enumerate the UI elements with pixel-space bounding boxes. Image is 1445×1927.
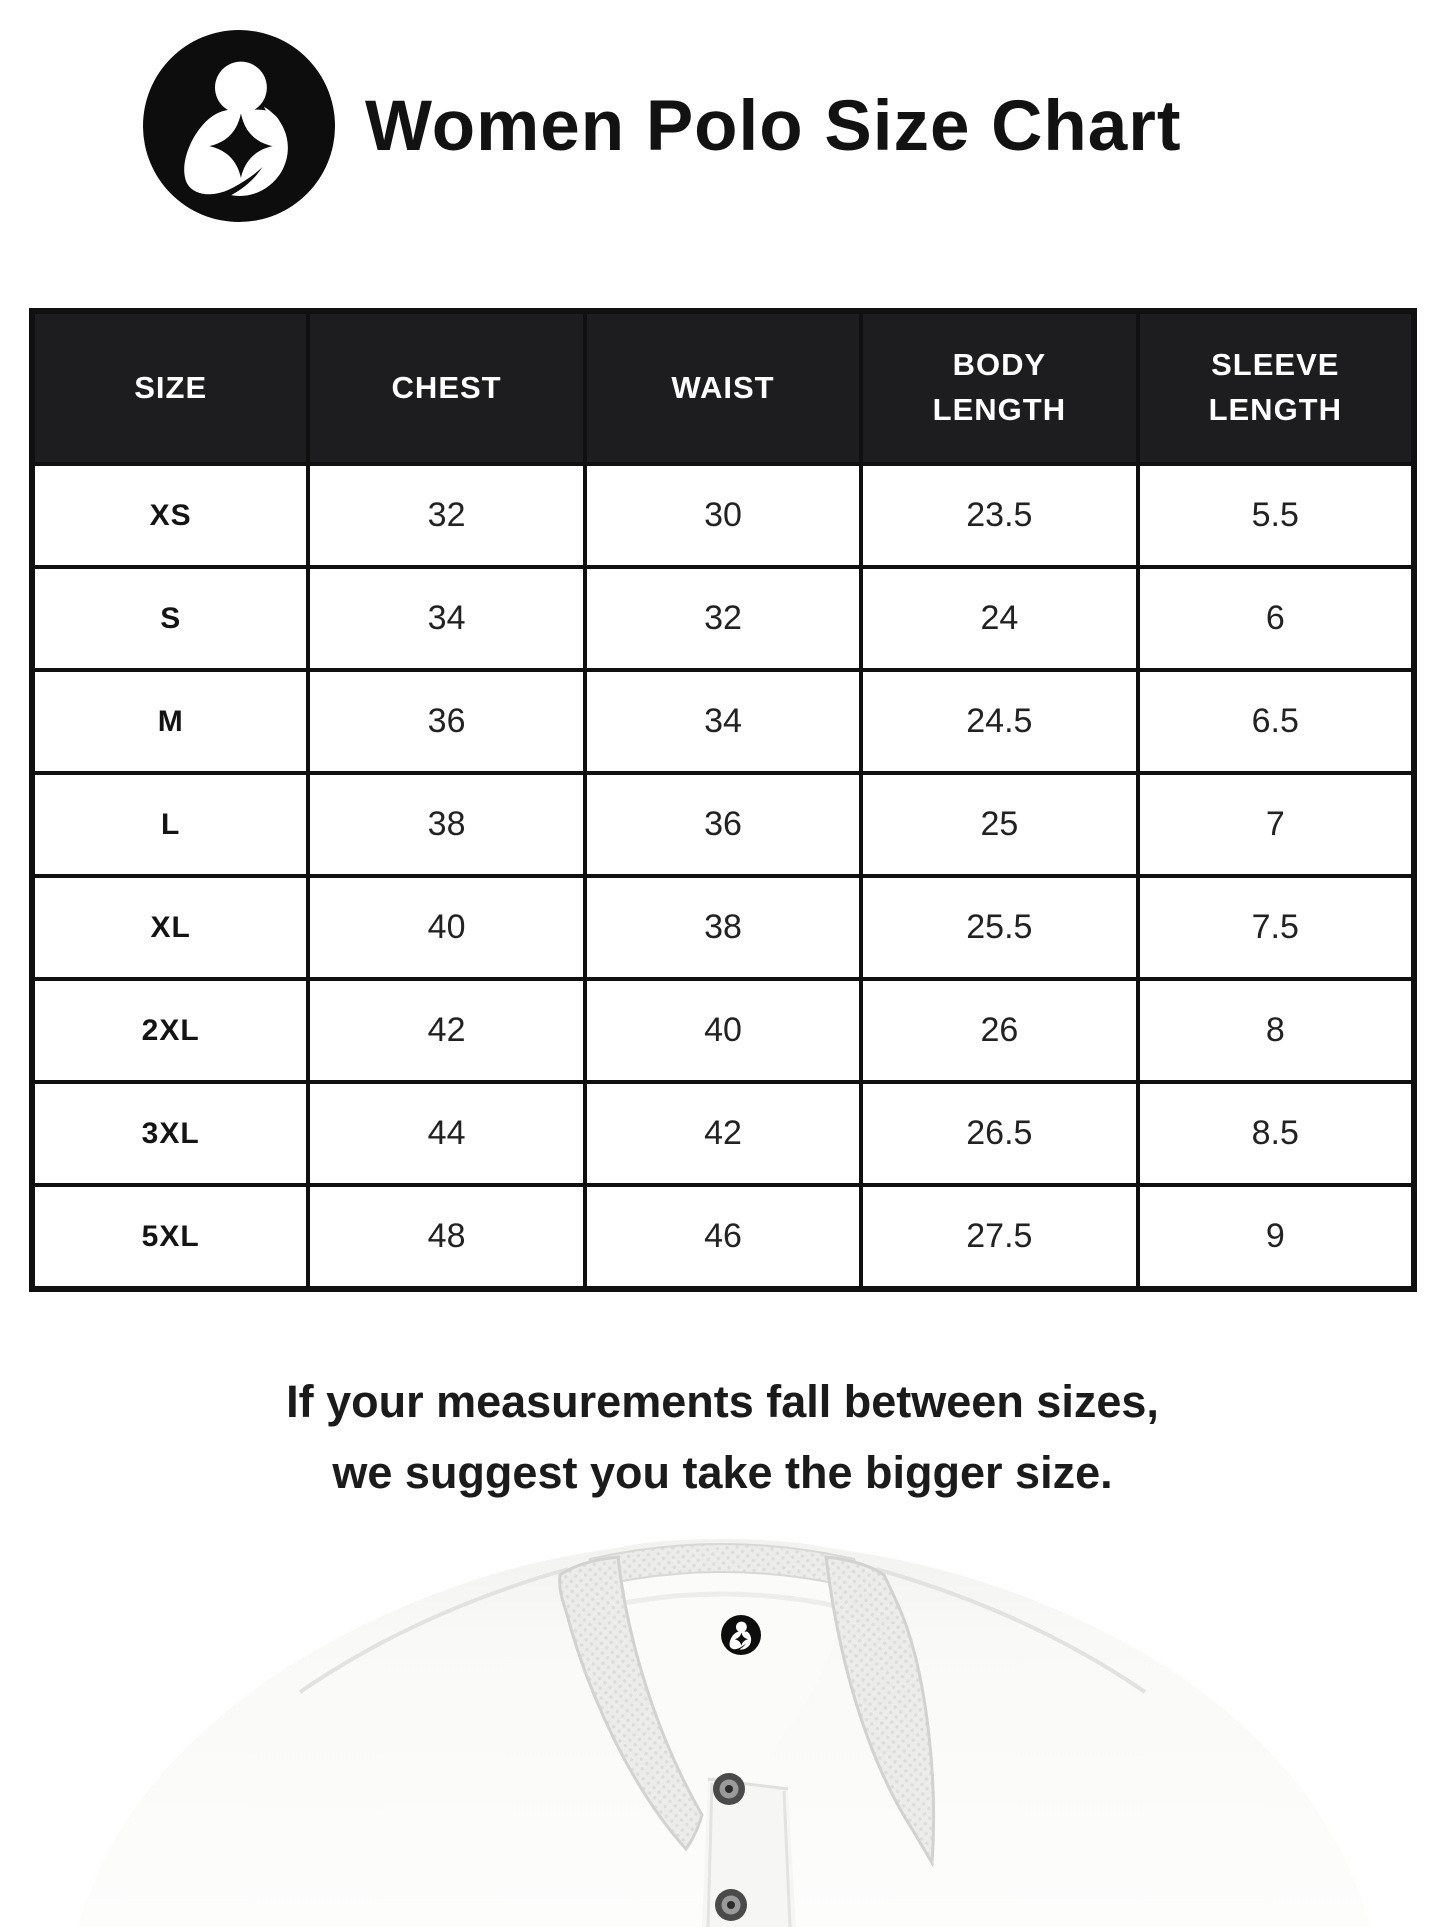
chest-value: 48 — [308, 1185, 584, 1289]
sleeve-length-value: 9 — [1138, 1185, 1414, 1289]
table-row — [32, 773, 1414, 876]
fit-note-line2: we suggest you take the bigger size. — [332, 1447, 1113, 1498]
sleeve-length-value: 6 — [1138, 567, 1414, 670]
column-header-body-length: BODY LENGTH — [861, 311, 1137, 464]
sleeve-length-value: 7 — [1138, 773, 1414, 876]
body-length-value: 24.5 — [861, 670, 1137, 773]
size-value: S — [32, 567, 308, 670]
chest-value: 34 — [308, 567, 584, 670]
body-length-value: 27.5 — [861, 1185, 1137, 1289]
size-value: L — [32, 773, 308, 876]
page-title: Women Polo Size Chart — [365, 86, 1182, 166]
size-value: M — [32, 670, 308, 773]
white-polo-shirt-collar-photo — [0, 1527, 1445, 1927]
table-header-row — [32, 311, 1414, 464]
column-header-chest: CHEST — [308, 311, 584, 464]
table-row — [32, 1185, 1414, 1289]
body-length-value: 26.5 — [861, 1082, 1137, 1185]
waist-value: 32 — [585, 567, 861, 670]
chest-value: 44 — [308, 1082, 584, 1185]
size-value: 3XL — [32, 1082, 308, 1185]
size-chart-table — [29, 308, 1417, 1292]
size-value: XS — [32, 464, 308, 567]
column-header-waist: WAIST — [585, 311, 861, 464]
chest-value: 40 — [308, 876, 584, 979]
fit-note-line1: If your measurements fall between sizes, — [286, 1376, 1159, 1427]
table-row — [32, 464, 1414, 567]
waist-value: 46 — [585, 1185, 861, 1289]
table-row — [32, 979, 1414, 1082]
table-row — [32, 670, 1414, 773]
waist-value: 40 — [585, 979, 861, 1082]
sleeve-length-value: 7.5 — [1138, 876, 1414, 979]
waist-value: 38 — [585, 876, 861, 979]
size-value: 2XL — [32, 979, 308, 1082]
sleeve-length-value: 5.5 — [1138, 464, 1414, 567]
waist-value: 34 — [585, 670, 861, 773]
table-row — [32, 567, 1414, 670]
chest-value: 36 — [308, 670, 584, 773]
polo-button — [713, 1773, 745, 1805]
table-row — [32, 876, 1414, 979]
sleeve-length-value: 6.5 — [1138, 670, 1414, 773]
neck-label-logo-icon — [721, 1615, 761, 1655]
column-header-size: SIZE — [32, 311, 308, 464]
body-length-value: 25.5 — [861, 876, 1137, 979]
body-length-value: 24 — [861, 567, 1137, 670]
polo-button — [715, 1889, 747, 1921]
waist-value: 42 — [585, 1082, 861, 1185]
sleeve-length-value: 8 — [1138, 979, 1414, 1082]
fit-note — [0, 1366, 1445, 1508]
brand-header — [143, 30, 1182, 222]
chest-value: 32 — [308, 464, 584, 567]
body-length-value: 26 — [861, 979, 1137, 1082]
body-length-value: 23.5 — [861, 464, 1137, 567]
column-header-sleeve-length: SLEEVE LENGTH — [1138, 311, 1414, 464]
table-row — [32, 1082, 1414, 1185]
waist-value: 36 — [585, 773, 861, 876]
body-length-value: 25 — [861, 773, 1137, 876]
sleeve-length-value: 8.5 — [1138, 1082, 1414, 1185]
size-value: 5XL — [32, 1185, 308, 1289]
size-value: XL — [32, 876, 308, 979]
chest-value: 42 — [308, 979, 584, 1082]
chest-value: 38 — [308, 773, 584, 876]
mother-and-child-logo-icon — [143, 30, 335, 222]
waist-value: 30 — [585, 464, 861, 567]
